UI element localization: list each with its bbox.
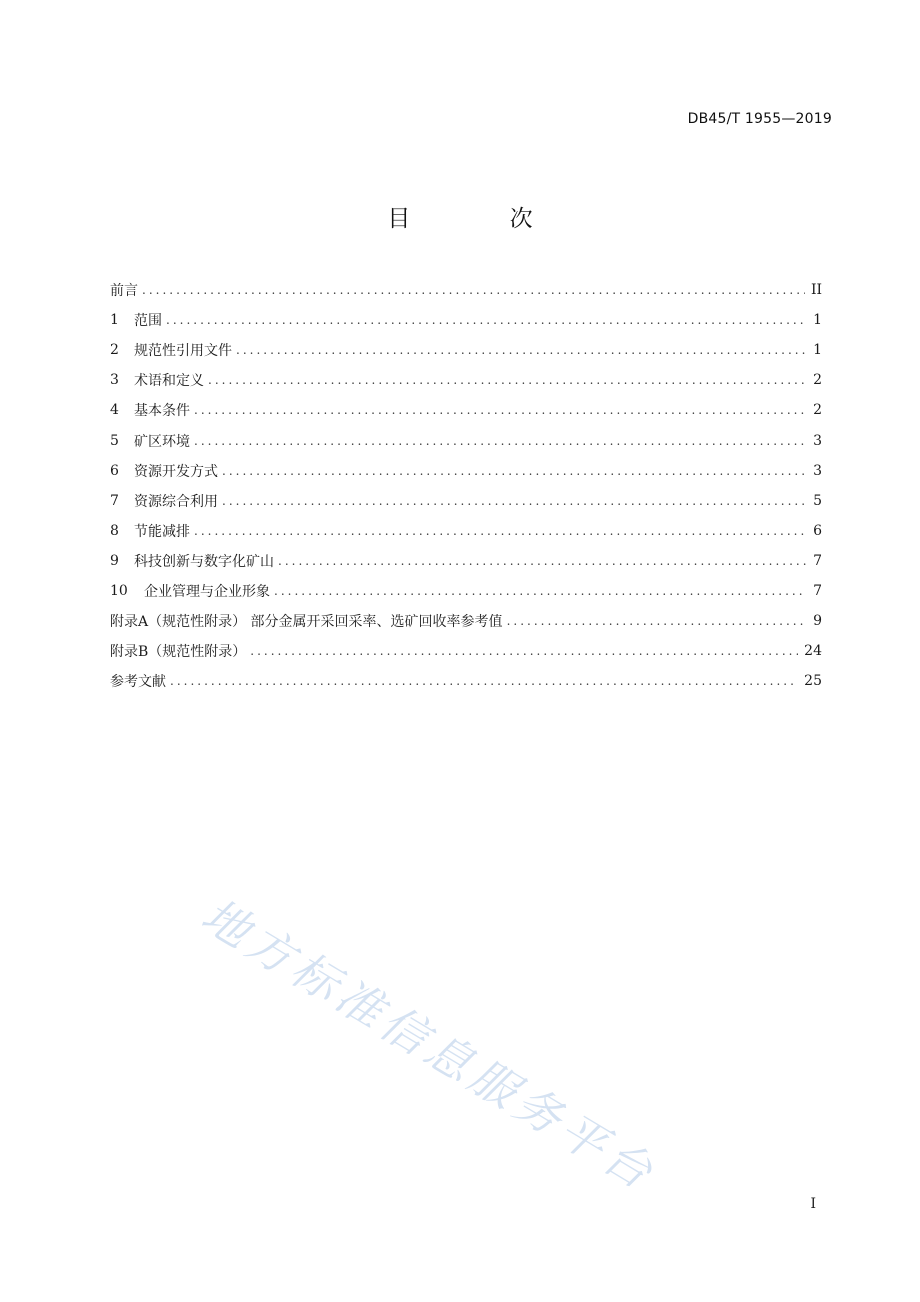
toc-leader-dots <box>250 644 798 658</box>
toc-entry-label: 企业管理与企业形象 <box>144 583 270 600</box>
toc-entry-page: 6 <box>813 522 822 539</box>
toc-entry-number: 7 <box>110 492 119 509</box>
toc-entry-number: 1 <box>110 312 119 329</box>
toc-entry-number: 10 <box>110 582 128 599</box>
toc-entry-page: 2 <box>813 402 822 419</box>
toc-entry-number: 4 <box>110 402 119 419</box>
toc-leader-dots <box>236 343 806 357</box>
toc-leader-dots <box>278 554 806 568</box>
toc-entry-label: 基本条件 <box>134 403 190 420</box>
toc-entry-label: 资源开发方式 <box>134 463 218 480</box>
page-number: I <box>810 1196 816 1212</box>
toc-entry-label: 附录A（规范性附录） 部分金属开采回采率、选矿回收率参考值 <box>110 614 503 631</box>
toc-entry-page: 5 <box>813 492 822 509</box>
toc-entry-page: 3 <box>813 462 822 479</box>
toc-leader-dots <box>208 373 806 387</box>
toc-entry-number: 8 <box>110 522 119 539</box>
toc-entry-page: 2 <box>813 372 822 389</box>
toc-entry-number: 9 <box>110 552 119 569</box>
toc-entry-label: 节能减排 <box>134 523 190 540</box>
toc-entry[interactable] <box>110 335 822 365</box>
toc-entry[interactable] <box>110 305 822 335</box>
toc-entry-label: 范围 <box>134 313 162 330</box>
toc-entry-label: 术语和定义 <box>134 373 204 390</box>
toc-entry[interactable] <box>110 275 822 305</box>
toc-entry[interactable] <box>110 576 822 606</box>
toc-entry-page: 9 <box>813 613 822 630</box>
toc-entry[interactable] <box>110 636 822 666</box>
toc-entry-page: 1 <box>813 312 822 329</box>
toc-leader-dots <box>194 434 806 448</box>
toc-leader-dots <box>507 614 806 628</box>
toc-entry-page: II <box>810 282 822 299</box>
watermark: 地方标准信息服务平台 <box>192 887 667 1202</box>
toc-entry-label: 科技创新与数字化矿山 <box>134 553 274 570</box>
toc-entry-page: 25 <box>804 673 822 690</box>
toc-leader-dots <box>166 313 806 327</box>
toc-entry[interactable] <box>110 606 822 636</box>
toc-entry-label: 规范性引用文件 <box>134 343 232 360</box>
toc-entry-number: 2 <box>110 342 119 359</box>
toc-leader-dots <box>194 524 806 538</box>
toc-entry-page: 1 <box>813 342 822 359</box>
toc-leader-dots <box>222 464 806 478</box>
toc-leader-dots <box>274 584 806 598</box>
toc-leader-dots <box>222 494 806 508</box>
toc-entry[interactable] <box>110 395 822 425</box>
document-code: DB45/T 1955—2019 <box>687 111 832 127</box>
toc-entry-page: 24 <box>804 643 822 660</box>
toc-leader-dots <box>170 674 798 688</box>
table-of-contents <box>110 275 822 696</box>
toc-entry[interactable] <box>110 365 822 395</box>
toc-entry-label: 前言 <box>110 283 138 300</box>
toc-entry-label: 矿区环境 <box>134 433 190 450</box>
toc-entry[interactable] <box>110 666 822 696</box>
toc-entry-number: 6 <box>110 462 119 479</box>
toc-entry[interactable] <box>110 546 822 576</box>
toc-entry[interactable] <box>110 456 822 486</box>
toc-entry[interactable] <box>110 486 822 516</box>
toc-entry[interactable] <box>110 516 822 546</box>
toc-entry-number: 3 <box>110 372 119 389</box>
toc-entry-label: 资源综合利用 <box>134 493 218 510</box>
toc-entry-page: 7 <box>813 582 822 599</box>
toc-entry-number: 5 <box>110 432 119 449</box>
toc-entry-label: 附录B（规范性附录） <box>110 644 247 661</box>
toc-title: 目 次 <box>387 206 579 232</box>
toc-leader-dots <box>194 403 806 417</box>
toc-entry-label: 参考文献 <box>110 674 166 691</box>
toc-leader-dots <box>142 283 805 297</box>
toc-entry[interactable] <box>110 425 822 455</box>
toc-entry-page: 3 <box>813 432 822 449</box>
toc-entry-page: 7 <box>813 552 822 569</box>
